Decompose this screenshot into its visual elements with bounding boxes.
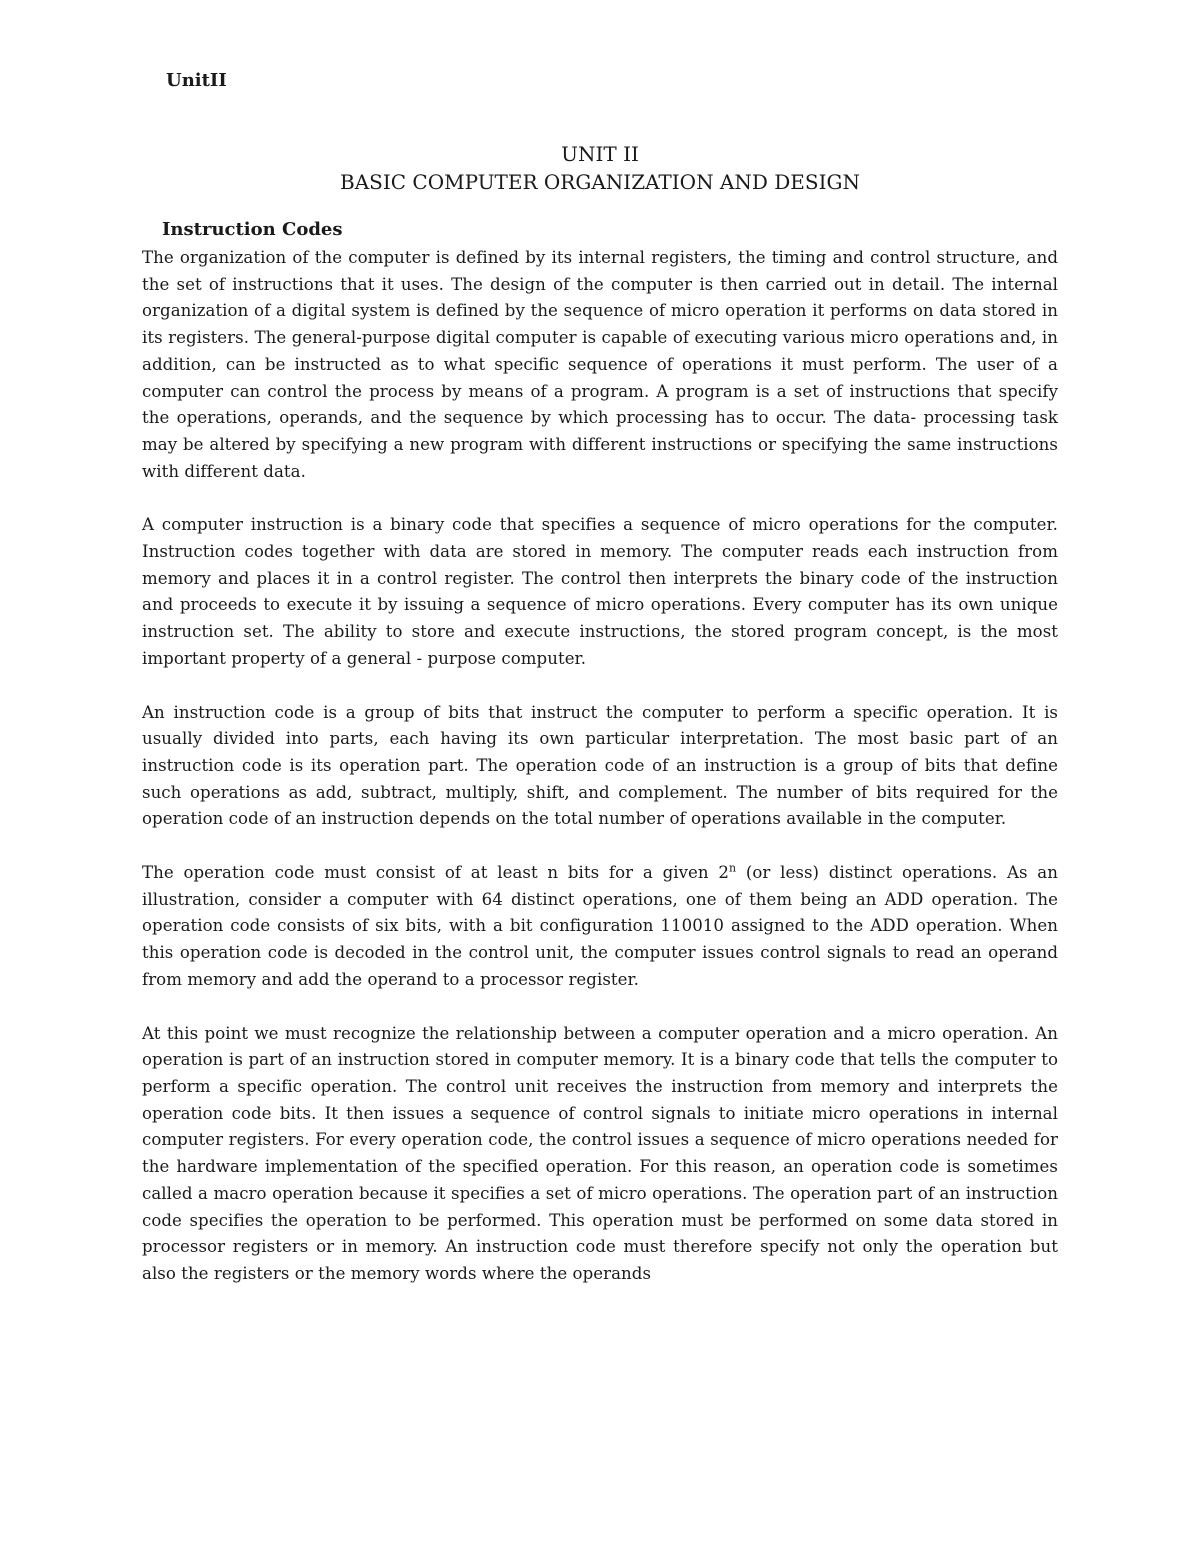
paragraph-1: The organization of the computer is defined by its internal registers, the timing and control structure, and the set of instructions that it uses. The design of the computer is then carried out in detail. The internal organization of a digital system is defined by the sequence of micro operation it performs on data stored in its registers. The general-purpose digital computer is capable of executing various micro operations and, in addition, can be instructed as to what specific sequence of operations it must perform. The user of a computer can control the process by means of a program. A program is a set of instructions that specify the operations, operands, and the sequence by which processing has to occur. The data- processing task may be altered by specifying a new program with different instructions or specifying the same instructions with different data. bbox=[142, 248, 1058, 481]
unit-title: UNIT II bbox=[561, 142, 639, 166]
paragraph-4 bbox=[142, 860, 1058, 994]
paragraph-3: An instruction code is a group of bits that instruct the computer to perform a specific operation. It is usually divided into parts, each having its own particular interpretation. The most basic part of an instruction code is its operation part. The operation code of an instruction is a group of bits that define such operations as add, subtract, multiply, shift, and complement. The number of bits required for the operation code of an instruction depends on the total number of operations available in the computer. bbox=[142, 702, 1058, 829]
body-text bbox=[142, 245, 1058, 1315]
section-heading: Instruction Codes bbox=[162, 219, 343, 240]
title-block bbox=[142, 140, 1058, 196]
paragraph-4-text-before: The operation code must consist of at least n bits for a given 2 bbox=[142, 863, 729, 883]
exponent-n: n bbox=[728, 861, 737, 875]
paragraph-4-text-after: (or less) distinct operations. As an illustration, consider a computer with 64 distinct operations, one of them being an ADD operation. The operation code consists of six bits, with a bit configuration 110010 assigned to the ADD operation. When this operation code is decoded in the control unit, the computer issues control signals to read an operand from memory and add the operand to a processor register. bbox=[142, 863, 1058, 989]
running-header: UnitII bbox=[166, 70, 227, 91]
chapter-title: BASIC COMPUTER ORGANIZATION AND DESIGN bbox=[340, 170, 860, 194]
paragraph-5: At this point we must recognize the relationship between a computer operation and a micro operation. An operation is part of an instruction stored in computer memory. It is a binary code that tells the computer to perform a specific operation. The control unit receives the instruction from memory and interprets the operation code bits. It then issues a sequence of control signals to initiate micro operations in internal computer registers. For every operation code, the control issues a sequence of micro operations needed for the hardware implementation of the specified operation. For this reason, an operation code is sometimes called a macro operation because it specifies a set of micro operations. The operation part of an instruction code specifies the operation to be performed. This operation must be performed on some data stored in processor registers or in memory. An instruction code must therefore specify not only the operation but also the registers or the memory words where the operands bbox=[142, 1023, 1058, 1283]
paragraph-2: A computer instruction is a binary code that specifies a sequence of micro operations for the computer. Instruction codes together with data are stored in memory. The computer reads each instruction from memory and places it in a control register. The control then interprets the binary code of the instruction and proceeds to execute it by issuing a sequence of micro operations. Every computer has its own unique instruction set. The ability to store and execute instructions, the stored program concept, is the most important property of a general - purpose computer. bbox=[142, 515, 1058, 668]
